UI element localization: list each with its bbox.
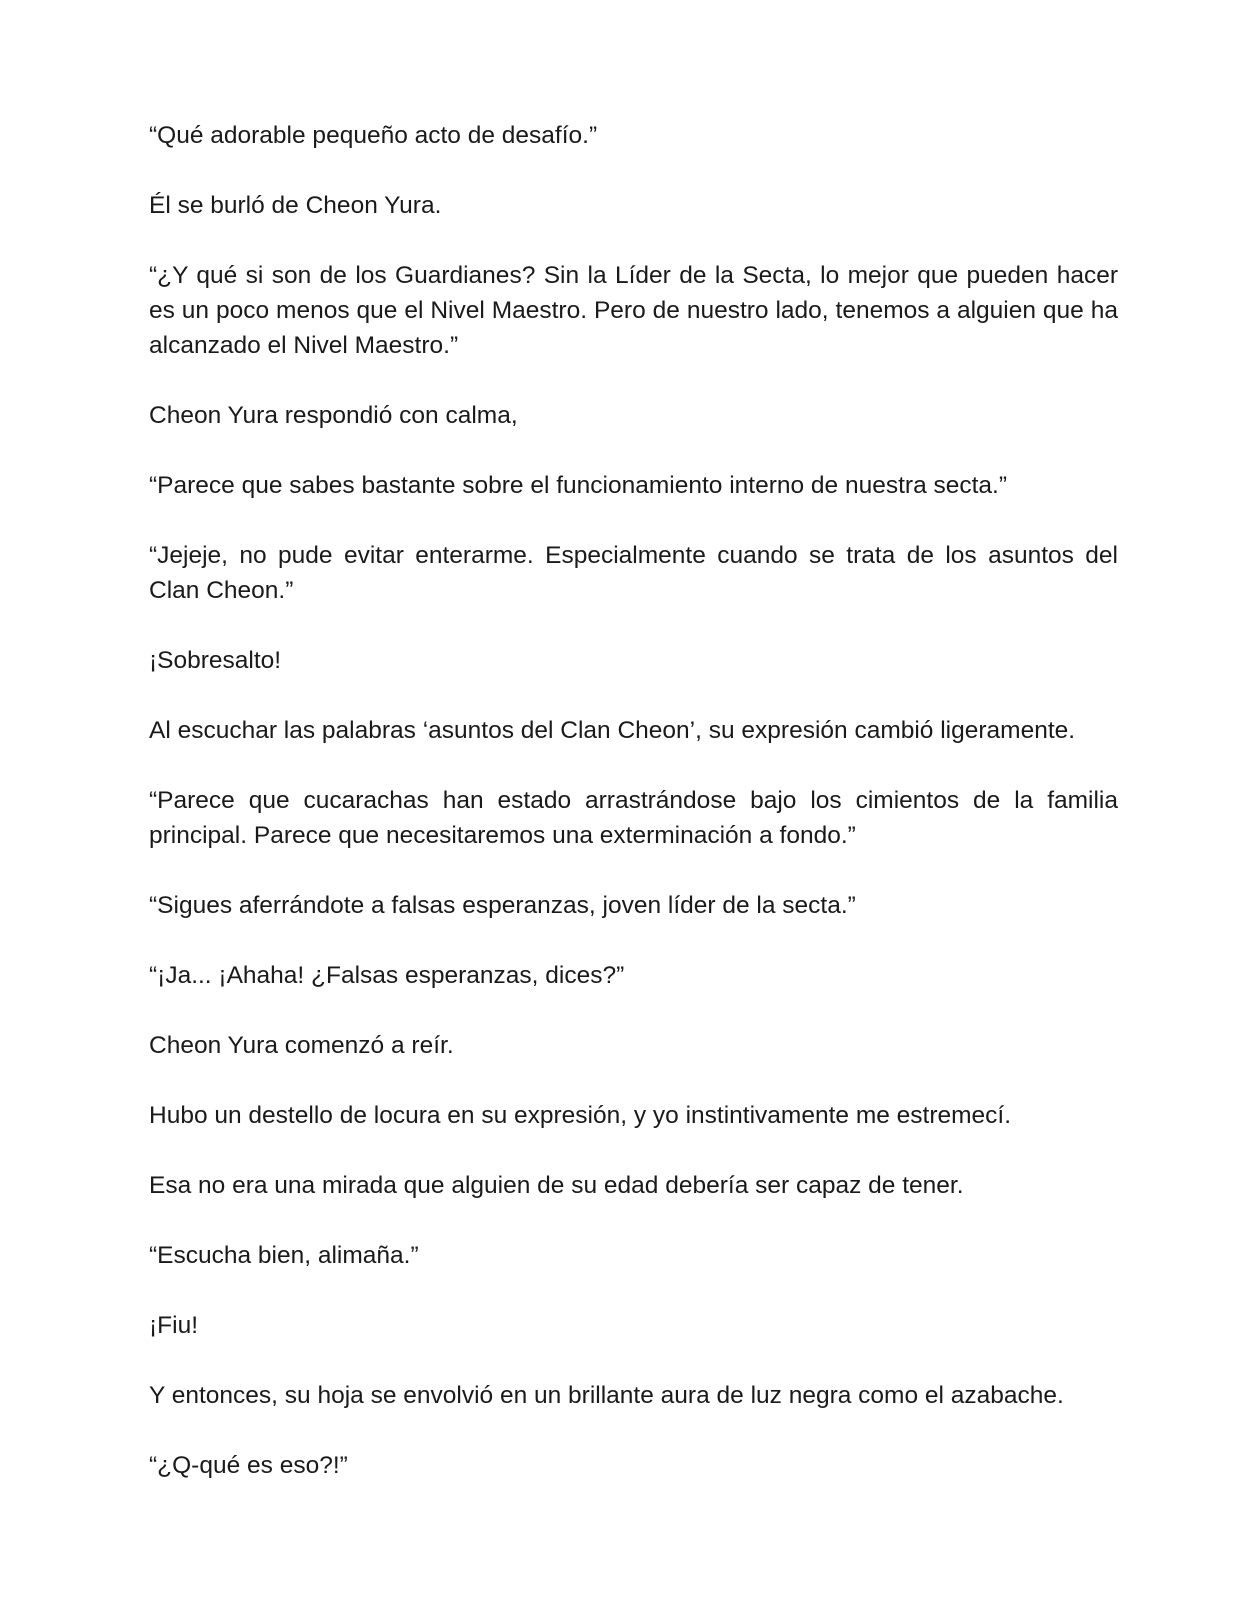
paragraph: “Parece que sabes bastante sobre el funcionamiento interno de nuestra secta.” (149, 472, 1008, 499)
paragraph: “¿Y qué si son de los Guardianes? Sin la Líder de la Secta, lo mejor que pueden hacer es un poco menos que el Nivel Maestro. Pero de nuestro lado, tenemos a alguien que ha alcanzado el Nivel Maestro.” (149, 262, 1118, 359)
paragraph: Cheon Yura comenzó a reír. (149, 1032, 454, 1059)
paragraph: “Qué adorable pequeño acto de desafío.” (149, 122, 598, 149)
paragraph: Hubo un destello de locura en su expresión, y yo instintivamente me estremecí. (149, 1102, 1012, 1129)
paragraph: ¡Sobresalto! (149, 647, 282, 674)
paragraph: Al escuchar las palabras ‘asuntos del Clan Cheon’, su expresión cambió ligeramente. (149, 717, 1076, 744)
paragraph: Cheon Yura respondió con calma, (149, 402, 518, 429)
paragraph: “Sigues aferrándote a falsas esperanzas, joven líder de la secta.” (149, 892, 856, 919)
paragraph: “¿Q-qué es eso?!” (149, 1452, 348, 1479)
paragraph: “Escucha bien, alimaña.” (149, 1242, 419, 1269)
paragraph: Esa no era una mirada que alguien de su edad debería ser capaz de tener. (149, 1172, 964, 1199)
paragraph: Y entonces, su hoja se envolvió en un brillante aura de luz negra como el azabache. (149, 1382, 1064, 1409)
paragraph: “Parece que cucarachas han estado arrastrándose bajo los cimientos de la familia principal. Parece que necesitaremos una exterminación a fondo.” (149, 787, 1118, 849)
paragraph: “Jejeje, no pude evitar enterarme. Especialmente cuando se trata de los asuntos del Clan Cheon.” (149, 542, 1118, 604)
paragraph: “¡Ja... ¡Ahaha! ¿Falsas esperanzas, dices?” (149, 962, 625, 989)
paragraph: ¡Fiu! (149, 1312, 198, 1339)
text-body (149, 118, 1118, 1518)
paragraph: Él se burló de Cheon Yura. (149, 192, 442, 219)
